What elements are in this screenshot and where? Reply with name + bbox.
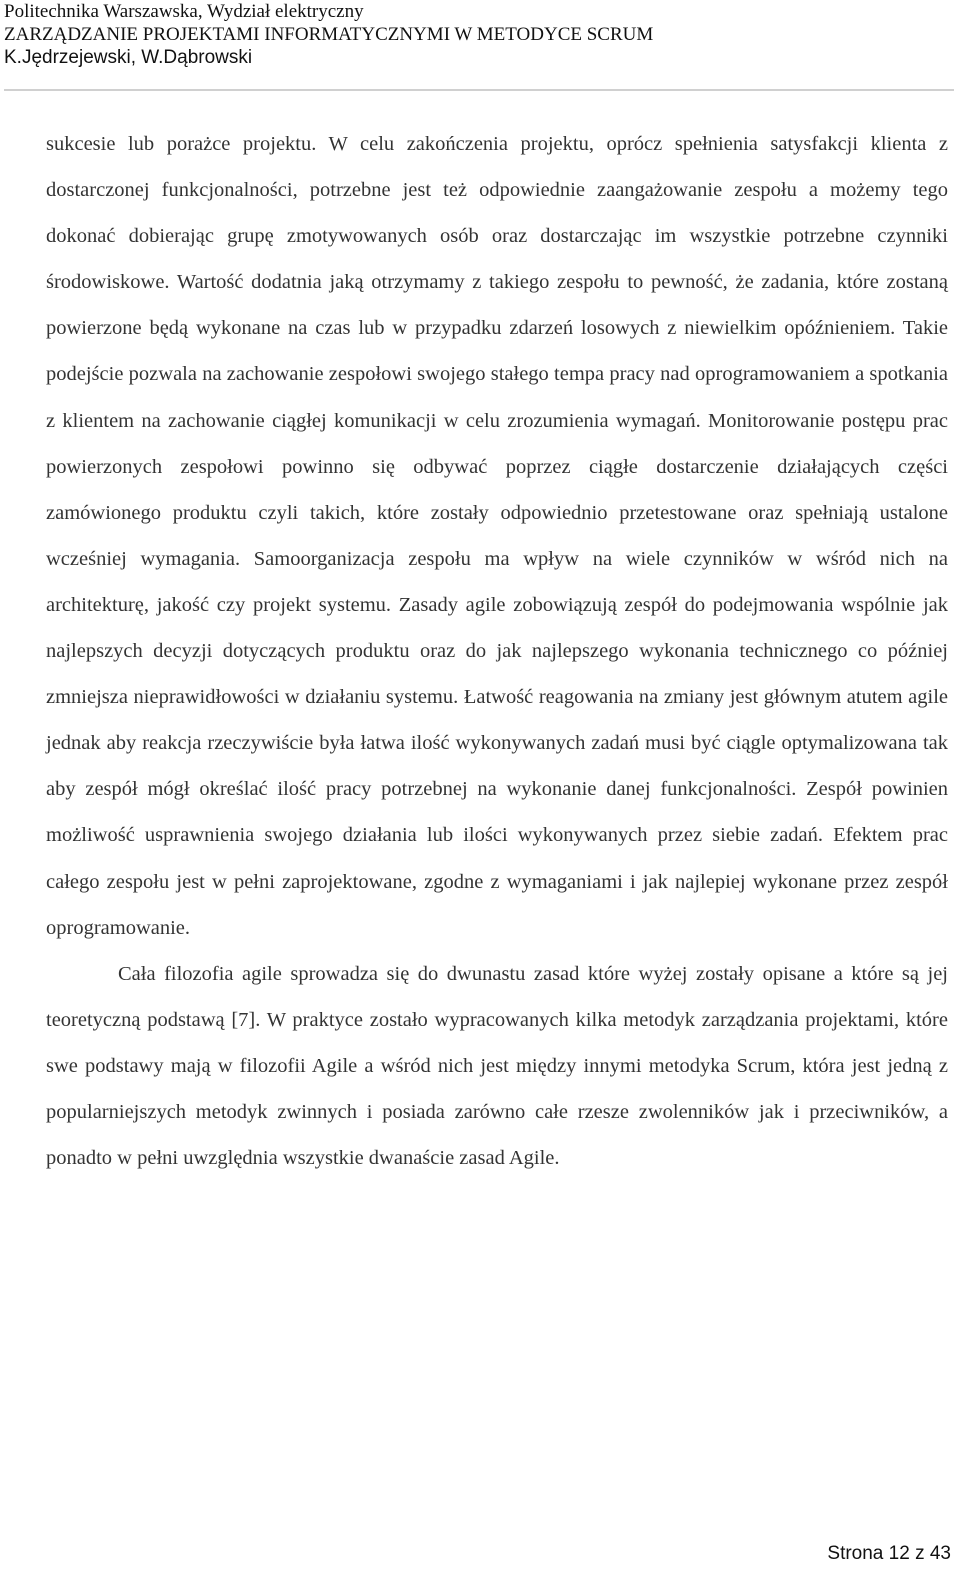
paragraph-agile-scrum: Cała filozofia agile sprowadza się do dwunastu zasad które wyżej zostały opisane a które są jej teoretyczną podstawą [7]. W praktyce zostało wypracowanych kilka metodyk zarządzania projektami, które swe podstawy mają w filozofii Agile a wśród nich jest między innymi metodyka Scrum, która jest jedną z popularniejszych metodyk zwinnych i posiada zarówno całe rzesze zwolenników jak i przeciwników, a ponadto w pełni uwzględnia wszystkie dwanaście zasad Agile. xyxy=(46,962,948,1170)
page-number: 12 xyxy=(888,1543,910,1564)
header-authors: K.Jędrzejewski, W.Dąbrowski xyxy=(4,47,253,68)
page-label: Strona xyxy=(827,1543,884,1564)
page-of-label: z xyxy=(915,1543,925,1564)
header-university: Politechnika Warszawska, Wydział elektryczny xyxy=(4,1,364,22)
document-body xyxy=(46,121,948,1181)
page-total: 43 xyxy=(929,1543,951,1564)
page-footer xyxy=(827,1543,951,1565)
header-document-title: ZARZĄDZANIE PROJEKTAMI INFORMATYCZNYMI W METODYCE SCRUM xyxy=(4,24,654,45)
page-header xyxy=(4,0,954,69)
paragraph-continuation: sukcesie lub porażce projektu. W celu zakończenia projektu, oprócz spełnienia satysfakcji klienta z dostarczonej funkcjonalności, potrzebne jest też odpowiednie zaangażowanie zespołu a możemy tego dokonać dobierając grupę zmotywowanych osób oraz dostarczając im wszystkie potrzebne czynniki środowiskowe. Wartość dodatnia jaką otrzymamy z takiego zespołu to pewność, że zadania, które zostaną powierzone będą wykonane na czas lub w przypadku zdarzeń losowych z niewielkim opóźnieniem. Takie podejście pozwala na zachowanie zespołowi swojego stałego tempa pracy nad oprogramowaniem a spotkania z klientem na zachowanie ciągłej komunikacji w celu zrozumienia wymagań. Monitorowanie postępu prac powierzonych zespołowi powinno się odbywać poprzez ciągłe dostarczenie działających części zamówionego produktu czyli takich, które zostały odpowiednio przetestowane oraz spełniają ustalone wcześniej wymagania. Samoorganizacja zespołu ma wpływ na wiele czynników w wśród nich na architekturę, jakość czy projekt systemu. Zasady agile zobowiązują zespół do podejmowania wspólnie jak najlepszych decyzji dotyczących produktu oraz do jak najlepszego wykonania technicznego co później zmniejsza nieprawidłowości w działaniu systemu. Łatwość reagowania na zmiany jest głównym atutem agile jednak aby reakcja rzeczywiście była łatwa ilość wykonywanych zadań musi być ciągle optymalizowana tak aby zespół mógł określać ilość pracy potrzebnej na wykonanie danej funkcjonalności. Zespół powinien możliwość usprawnienia swojego działania lub ilości wykonywanych przez siebie zadań. Efektem prac całego zespołu jest w pełni zaprojektowane, zgodne z wymaganiami i jak najlepiej wykonane przez zespół oprogramowanie. xyxy=(46,133,948,939)
header-divider xyxy=(4,89,954,91)
